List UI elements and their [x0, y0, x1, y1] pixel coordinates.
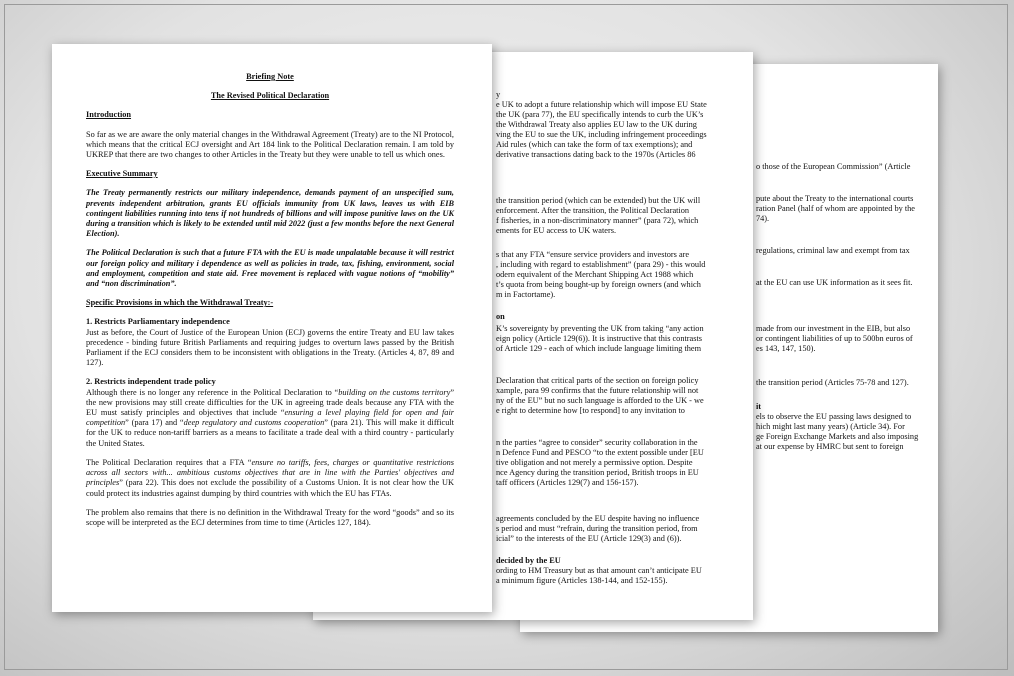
section-2-text	[86, 388, 454, 449]
middle-page-line: a minimum figure (Articles 138-144, and 152-155).	[496, 576, 668, 585]
section-2-text-a: Although there is no longer any reference in the Political Declaration to “	[86, 387, 339, 397]
back-page-line: o those of the European Commission” (Article	[756, 162, 911, 171]
middle-page-line: on	[496, 312, 505, 321]
middle-page-line: taff officers (Articles 129(7) and 156-157).	[496, 478, 639, 487]
intro-text: So far as we are aware the only material changes in the Withdrawal Agreement (Treaty) are to the NI Protocol, which means that the critical ECJ oversight and Art 184 link to the Political Declaration remain. I am told by UKREP that there are two changes to other Articles in the Treaty but they were unable to tell us which ones.	[86, 129, 454, 160]
middle-page-line: Aid rules (which can take the form of tax exemptions); and	[496, 140, 693, 149]
quote-level-playing-field: ensuring a level playing field for open and fair competition	[86, 408, 454, 428]
back-page-line: regulations, criminal law and exempt from tax	[756, 246, 910, 255]
middle-page-line: eign policy (Article 129(6)). It is instructive that this contrasts	[496, 334, 702, 343]
exec-summary-para-2: The Political Declaration is such that a future FTA with the EU is made unpalatable because it will restrict our foreign policy and military i dependence as well as policies in trade, tax, fishing, environment, social and employment, competition and state aid. Free movement is replaced with vague notions of “mobility” and “non discrimination”.	[86, 248, 454, 289]
middle-page-line: e UK to adopt a future relationship which will impose EU State	[496, 100, 707, 109]
middle-page-line: ording to HM Treasury but as that amount can’t anticipate EU	[496, 566, 702, 575]
document-subtitle: The Revised Political Declaration	[210, 91, 330, 101]
section-2-para-3: The problem also remains that there is no definition in the Withdrawal Treaty for the word “goods” and so its scope will be interpreted as the ECJ determines from time to time (Articles 127, 184).	[86, 507, 454, 527]
middle-page-line: icial” to the interests of the EU (Article 129(3) and (6)).	[496, 534, 682, 543]
middle-page-line: the Withdrawal Treaty also applies EU law to the UK during	[496, 120, 697, 129]
exec-summary-para-1: The Treaty permanently restricts our military independence, demands payment of an unspecified sum, prevents independent arbitration, grants EU officials immunity from UK laws, leaves us with EIB contingent liabilities running into tens if not hundreds of billions and will impose punitive laws on the UK during a transition which is likely to be extended until mid 2022 (just a few months before the next General Election).	[86, 188, 454, 239]
middle-page-line: s that any FTA “ensure service providers and investors are	[496, 250, 690, 259]
middle-page-line: ements for EU access to UK waters.	[496, 226, 617, 235]
middle-page-line: the transition period (which can be extended) but the UK will	[496, 196, 701, 205]
quote-customs-territory: building on the customs territory	[338, 387, 451, 397]
back-page-line: at the EU can use UK information as it sees fit.	[756, 278, 913, 287]
middle-page-line: m in Factortame).	[496, 290, 556, 299]
back-page-line: or contingent liabilities of up to 500bn euros of	[756, 334, 913, 343]
back-page-line: es 143, 147, 150).	[756, 344, 816, 353]
middle-page-line: f fisheries, in a non-discriminatory manner” (para 72), which	[496, 216, 699, 225]
intro-heading: Introduction	[86, 110, 132, 120]
back-page-line: hich might last many years) (Article 34). For	[756, 422, 905, 431]
middle-page-line: ving the EU to sue the UK, including infringement proceedings	[496, 130, 707, 139]
section-2-text-d: ” (para 21). This will make it difficult for the UK to reduce non-tariff barriers as a means to facilitate a trade deal with a third country - particularly the United States.	[86, 418, 454, 448]
quote-no-tariffs: ensure no tariffs, fees, charges or quantitative restrictions across all sectors with... ambitious customs objectives that are in line with the Parties' objectives and principles	[86, 457, 454, 488]
middle-page-line: ny of the EU” but no such language is afforded to the UK - we	[496, 396, 704, 405]
back-page-line: at our expense by HMRC but sent to foreign	[756, 442, 904, 451]
middle-page-line: enforcement. After the transition, the Political Declaration	[496, 206, 690, 215]
back-page-line: it	[756, 402, 762, 411]
back-page-line: made from our investment in the EIB, but also	[756, 324, 911, 333]
back-page-line: pute about the Treaty to the international courts	[756, 194, 914, 203]
middle-page-line: s period and must “refrain, during the transition period, from	[496, 524, 698, 533]
middle-page-line: tive obligation and not merely a permissive option. Despite	[496, 458, 693, 467]
section-2-heading: 2. Restricts independent trade policy	[86, 377, 216, 387]
middle-page-line: agreements concluded by the EU despite having no influence	[496, 514, 700, 523]
specific-provisions-heading: Specific Provisions in which the Withdrawal Treaty:-	[86, 298, 274, 308]
middle-page-line: the UK (para 77), the EU specifically intends to curb the UK’s	[496, 110, 704, 119]
back-page-line: the transition period (Articles 75-78 and 127).	[756, 378, 909, 387]
section-2-para-2	[86, 458, 454, 499]
back-page-line: 74).	[756, 214, 770, 223]
middle-page-line: decided by the EU	[496, 556, 561, 565]
middle-page-line: odern equivalent of the Merchant Shipping Act 1988 which	[496, 270, 694, 279]
section-1-heading: 1. Restricts Parliamentary independence	[86, 317, 230, 327]
middle-page-line: of Article 129 - each of which include language limiting them	[496, 344, 702, 353]
middle-page-line: e right to determine how [to respond] to any invitation to	[496, 406, 685, 415]
document-title: Briefing Note	[246, 72, 294, 81]
middle-page-line: y	[496, 90, 501, 99]
document-page-front	[52, 44, 492, 612]
middle-page-line: nce Agency during the transition period, British troops in EU	[496, 468, 699, 477]
middle-page-line: K’s sovereignty by preventing the UK from taking “any action	[496, 324, 704, 333]
middle-page-line: t’s quota from being bought-up by foreign owners (and which	[496, 280, 701, 289]
middle-page-line: derivative transactions dating back to the 1970s (Articles 86	[496, 150, 696, 159]
middle-page-line: xample, para 99 confirms that the future relationship will not	[496, 386, 699, 395]
section-2-text-c: ” (para 17) and “	[125, 418, 184, 428]
section-2-para-2-b: ” (para 22). This does not exclude the possibility of a Customs Union. It is not clear how the UK could protect its industries against dumping by third countries with which the EU has FTAs.	[86, 478, 454, 498]
back-page-line: ration Panel (half of whom are appointed by the	[756, 204, 915, 213]
middle-page-line: n Defence Fund and PESCO “to the extent possible under [EU	[496, 448, 704, 457]
back-page-line: els to observe the EU passing laws designed to	[756, 412, 912, 421]
middle-page-line: , including with regard to establishment” (para 29) - this would	[496, 260, 706, 269]
quote-regulatory-cooperation: deep regulatory and customs cooperation	[183, 418, 325, 428]
middle-page-line: Declaration that critical parts of the section on foreign policy	[496, 376, 699, 385]
section-2-text-b: ” the new provisions may still create difficulties for the UK in agreeing trade deals because any FTA with the EU must satisfy principles and objectives that include “	[86, 387, 454, 418]
exec-summary-heading: Executive Summary	[86, 169, 158, 179]
section-2-para-2-a: The Political Declaration requires that a FTA “	[86, 457, 252, 467]
back-page-line: ge Foreign Exchange Markets and also imposing	[756, 432, 919, 441]
section-1-text: Just as before, the Court of Justice of the European Union (ECJ) governs the entire Treaty and EU law takes precedence - binding future British Parliaments and requiring judges to overturn laws passed by the British Parliament if the ECJ considers them to be inconsistent with obligations in the Treaty. (Articles 4, 87, 89 and 127).	[86, 327, 454, 368]
middle-page-line: n the parties “agree to consider” security collaboration in the	[496, 438, 698, 447]
